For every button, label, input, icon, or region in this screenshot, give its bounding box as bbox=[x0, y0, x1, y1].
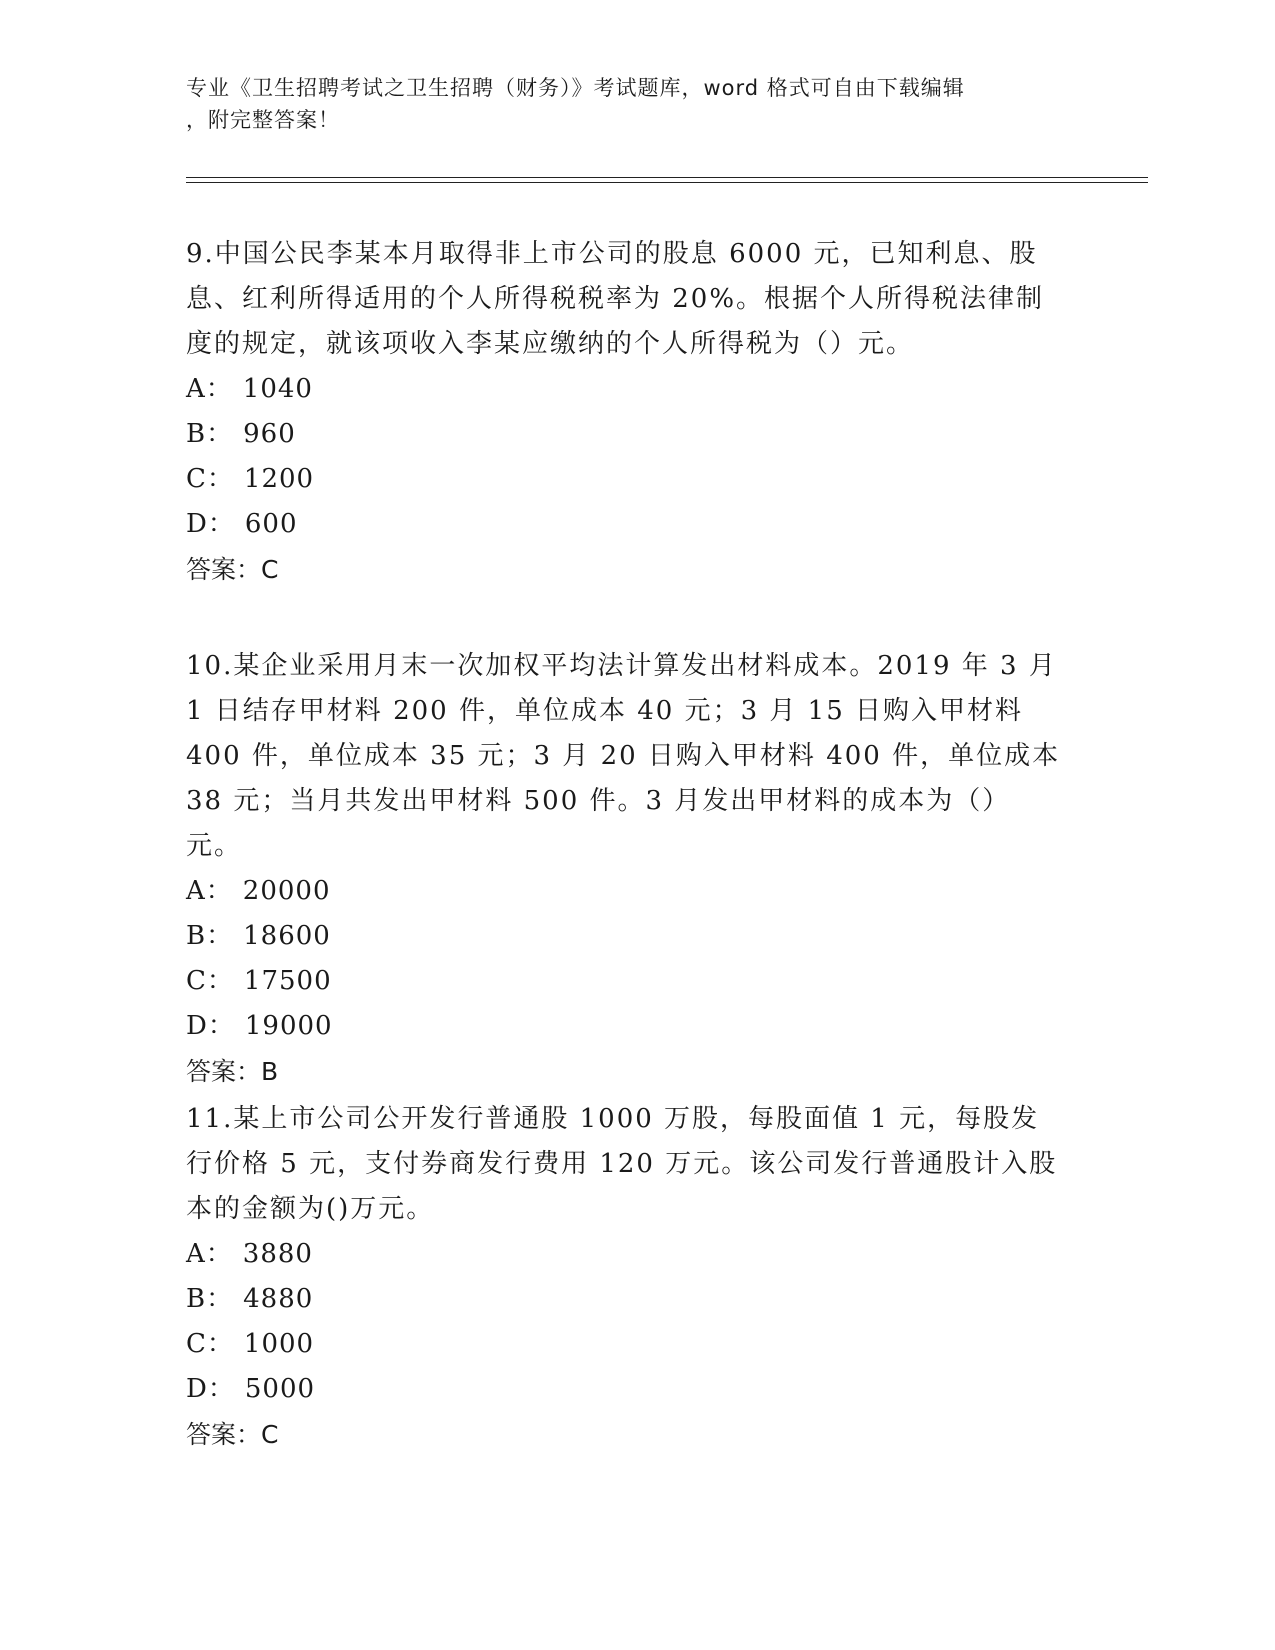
option-b bbox=[186, 914, 1066, 959]
option-value: 960 bbox=[243, 419, 296, 449]
option-value: 18600 bbox=[243, 921, 331, 951]
option-value: 1000 bbox=[243, 1329, 315, 1359]
option-value: 5000 bbox=[244, 1374, 316, 1404]
option-label: D bbox=[186, 1374, 208, 1404]
option-value: 19000 bbox=[244, 1011, 333, 1041]
question-10 bbox=[186, 644, 1066, 1094]
option-separator: ： bbox=[206, 966, 234, 996]
option-b bbox=[186, 1277, 1066, 1322]
option-value: 600 bbox=[244, 509, 298, 539]
option-value: 1040 bbox=[242, 374, 313, 404]
option-label: B bbox=[186, 419, 207, 449]
option-separator: ： bbox=[206, 419, 234, 449]
option-d bbox=[186, 1004, 1066, 1049]
option-label: A bbox=[186, 1239, 206, 1269]
option-value: 3880 bbox=[242, 1239, 313, 1269]
option-separator: ： bbox=[206, 1329, 234, 1359]
option-separator: ： bbox=[205, 374, 233, 404]
question-9 bbox=[186, 232, 1066, 592]
option-separator: ： bbox=[206, 921, 234, 951]
option-label: B bbox=[186, 1284, 207, 1314]
option-d bbox=[186, 1367, 1066, 1412]
option-a bbox=[186, 869, 1066, 914]
option-separator: ： bbox=[206, 464, 234, 494]
header-line-2: ，附完整答案！ bbox=[186, 108, 340, 132]
header-divider-top bbox=[186, 177, 1148, 178]
option-value: 20000 bbox=[242, 876, 331, 906]
answer: 答案：B bbox=[186, 1057, 279, 1086]
option-label: D bbox=[186, 509, 208, 539]
option-d bbox=[186, 502, 1066, 547]
question-text: 9.中国公民李某本月取得非上市公司的股息 6000 元，已知利息、股息、红利所得适用的个人所得税税率为 20%。根据个人所得税法律制度的规定，就该项收入李某应缴纳的个人所得税为（）元。 bbox=[186, 239, 1045, 359]
option-label: C bbox=[186, 966, 207, 996]
document-header bbox=[186, 72, 1066, 136]
question-11 bbox=[186, 1097, 1066, 1457]
option-value: 1200 bbox=[243, 464, 315, 494]
option-separator: ： bbox=[205, 876, 233, 906]
option-separator: ： bbox=[205, 1239, 233, 1269]
option-separator: ： bbox=[207, 1011, 235, 1041]
question-text: 11.某上市公司公开发行普通股 1000 万股，每股面值 1 元，每股发行价格 5 元，支付券商发行费用 120 万元。该公司发行普通股计入股本的金额为()万元。 bbox=[186, 1104, 1058, 1224]
option-value: 4880 bbox=[243, 1284, 314, 1314]
option-value: 17500 bbox=[243, 966, 332, 996]
option-c bbox=[186, 457, 1066, 502]
option-label: D bbox=[186, 1011, 208, 1041]
option-separator: ： bbox=[206, 1284, 234, 1314]
option-c bbox=[186, 959, 1066, 1004]
option-label: A bbox=[186, 876, 206, 906]
option-label: C bbox=[186, 1329, 207, 1359]
option-a bbox=[186, 367, 1066, 412]
option-separator: ： bbox=[207, 1374, 235, 1404]
answer: 答案：C bbox=[186, 555, 279, 584]
option-label: B bbox=[186, 921, 207, 951]
option-c bbox=[186, 1322, 1066, 1367]
option-separator: ： bbox=[207, 509, 235, 539]
option-b bbox=[186, 412, 1066, 457]
option-a bbox=[186, 1232, 1066, 1277]
answer: 答案：C bbox=[186, 1420, 279, 1449]
question-text: 10.某企业采用月末一次加权平均法计算发出材料成本。2019 年 3 月 1 日结存甲材料 200 件，单位成本 40 元；3 月 15 日购入甲材料 400 件，单位成本 35 元；3 月 20 日购入甲材料 400 件，单位成本 38 元；当月共发出甲材料 500 件。3 月发出甲材料的成本为（）元。 bbox=[186, 651, 1061, 861]
header-line-1: 专业《卫生招聘考试之卫生招聘（财务）》考试题库，word 格式可自由下载编辑 bbox=[186, 76, 965, 100]
header-divider-bottom bbox=[186, 182, 1148, 183]
option-label: A bbox=[186, 374, 206, 404]
option-label: C bbox=[186, 464, 207, 494]
